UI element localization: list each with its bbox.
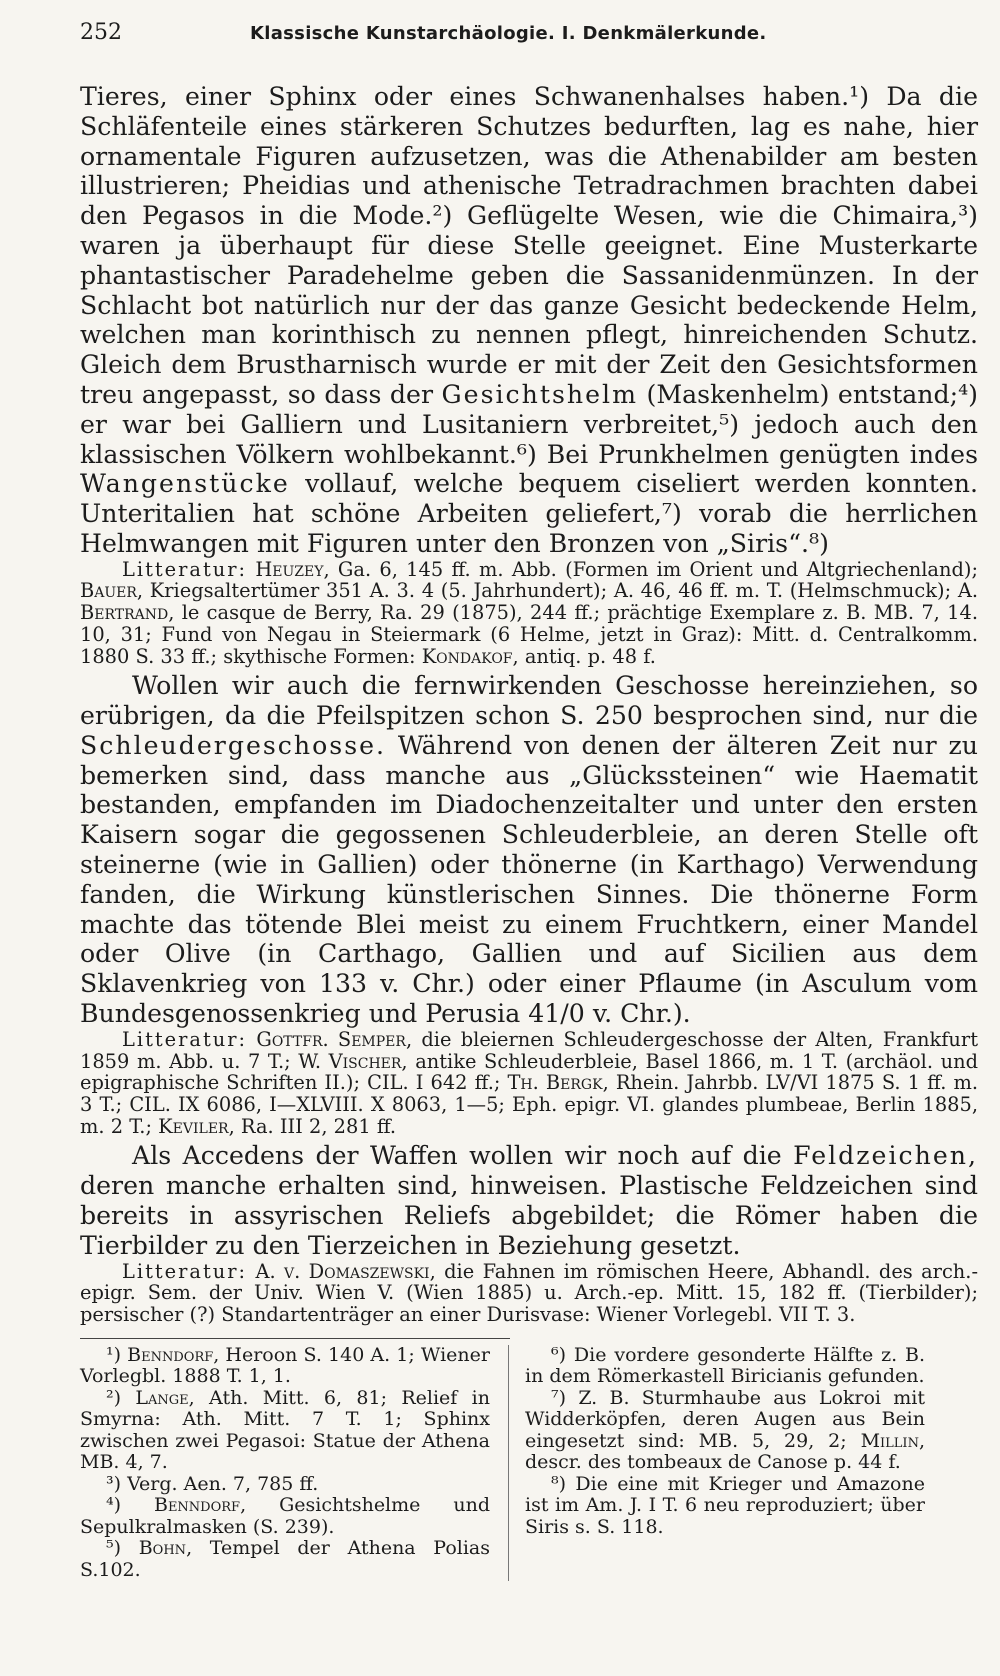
page-number: 252 bbox=[80, 20, 122, 45]
literature-sling-bullets: Litteratur: Gottfr. Semper, die bleiernen Schleudergeschosse der Alten, Frankfurt 1859 m. Abb. u. 7 T.; W. Vischer, antike Schleuderbleie, Basel 1866, m. 1 T. (archäol. und epigraphische Schriften II.); CIL. I 642 ff.; Th. Bergk, Rhein. Jahrbb. LV/VI 1875 S. 1 ff. m. 3 T.; CIL. IX 6086, I—XLVIII. X 8063, 1—5; Eph. epigr. VI. glandes plumbeae, Berlin 1885, m. 2 T.; Keviler, Ra. III 2, 281 ff. bbox=[80, 1027, 979, 1138]
paragraph-helmets: Tieres, einer Sphinx oder eines Schwanenhalses haben.¹) Da die Schläfenteile eines stärkeren Schutzes bedurften, lag es nahe, hier ornamentale Figuren aufzusetzen, was die Athenabilder am besten illustrieren; Pheidias und athenische Tetradrachmen brachten dabei den Pegasos in die Mode.²) Geflügelte Wesen, wie die Chimaira,³) waren ja überhaupt für diese Stelle geeignet. Eine Musterkarte phantastischer Paradehelme geben die Sassanidenmünzen. In der Schlacht bot natürlich nur der das ganze Gesicht bedeckende Helm, welchen man korinthisch zu nennen pflegt, hinreichenden Schutz. Gleich dem Brustharnisch wurde er mit der Zeit den Gesichtsformen treu angepasst, so dass der Gesichtshelm (Maskenhelm) entstand;⁴) er war bei Galliern und Lusitaniern verbreitet,⁵) jedoch auch den klassischen Völkern wohlbekannt.⁶) Bei Prunkhelmen genügten indes Wangenstücke vollauf, welche bequem ciseliert werden konnten. Unteritalien hat schöne Arbeiten geliefert,⁷) vorab die herrlichen Helmwangen mit Figuren unter den Bronzen von „Siris“.⁸) bbox=[80, 82, 978, 558]
paragraph-standards: Als Accedens der Waffen wollen wir noch auf die Feldzeichen, deren manche erhalten sind, hinweisen. Plastische Feldzeichen sind bereits in assyrischen Reliefs abgebildet; die Römer haben die Tierbilder zu den Tierzeichen in Beziehung gesetzt. bbox=[80, 1141, 978, 1260]
body-text bbox=[80, 82, 978, 1326]
footnote: ⁸) Die eine mit Krieger und Amazone ist im Am. J. I T. 6 neu reproduziert; über Siris s. S. 118. bbox=[525, 1472, 925, 1538]
literature-standards: Litteratur: A. v. Domaszewski, die Fahnen im römischen Heere, Abhandl. des arch.-epigr. Sem. der Univ. Wien V. (Wien 1885) u. Arch.-ep. Mitt. 15, 182 ff. (Tierbilder); persischer (?) Standartenträger an einer Durisvase: Wiener Vorlegebl. VII T. 3. bbox=[80, 1259, 979, 1326]
footnote: ¹) Benndorf, Heroon S. 140 A. 1; Wiener Vorlegbl. 1888 T. 1, 1. bbox=[80, 1343, 490, 1388]
footnote: ⁶) Die vordere gesonderte Hälfte z. B. in dem Römerkastell Biricianis gefunden. bbox=[525, 1343, 925, 1388]
footnote: ²) Lange, Ath. Mitt. 6, 81; Relief in Smyrna: Ath. Mitt. 7 T. 1; Sphinx zwischen zwei Pegasoi: Statue der Athena MB. 4, 7. bbox=[80, 1386, 490, 1474]
term-gesichtshelm: Gesichtshelm bbox=[441, 379, 638, 409]
footnotes bbox=[80, 1345, 978, 1582]
term-wangenstuecke: Wangenstücke bbox=[80, 469, 290, 499]
footnote: ⁴) Benndorf, Gesichtshelme und Sepulkralmasken (S. 239). bbox=[80, 1494, 490, 1538]
page-header bbox=[80, 20, 978, 68]
paragraph-sling-bullets: Wollen wir auch die fernwirkenden Geschosse hereinziehen, so erübrigen, da die Pfeilspitzen schon S. 250 besprochen sind, nur die Schleudergeschosse. Während von denen der älteren Zeit nur zu bemerken sind, dass manche aus „Glückssteinen“ wie Haematit bestanden, empfanden im Diadochenzeitalter und unter den ersten Kaisern sogar die gegossenen Schleuderbleie, an deren Stelle oft steinerne (wie in Gallien) oder thönerne (in Karthago) Verwendung fanden, die Wirkung künstlerischen Sinnes. Die thönerne Form machte das tötende Blei meist zu einem Fruchtkern, einer Mandel oder Olive (in Carthago, Gallien und auf Sicilien aus dem Sklavenkrieg von 133 v. Chr.) oder einer Pflaume (in Asculum vom Bundesgenossenkrieg und Perusia 41/0 v. Chr.). bbox=[80, 671, 978, 1029]
term-feldzeichen: Feldzeichen, bbox=[793, 1141, 978, 1171]
running-title: Klassische Kunstarchäologie. I. Denkmälerkunde. bbox=[250, 23, 767, 44]
footnotes-left-column bbox=[80, 1345, 490, 1582]
literature-helmets: Litteratur: Heuzey, Ga. 6, 145 ff. m. Abb. (Formen im Orient und Altgriechenland); Bauer, Kriegsaltertümer 351 A. 3. 4 (5. Jahrhundert); A. 46, 46 ff. m. T. (Helmschmuck); A. Bertrand, le casque de Berry, Ra. 29 (1875), 244 ff.; prächtige Exemplare z. B. MB. 7, 14. 10, 31; Fund von Negau in Steiermark (6 Helme, jetzt in Graz): Mitt. d. Centralkomm. 1880 S. 33 ff.; skythische Formen: Kondakof, antiq. p. 48 f. bbox=[80, 557, 978, 668]
footnote: ³) Verg. Aen. 7, 785 ff. bbox=[106, 1472, 319, 1495]
footnotes-right-column bbox=[508, 1345, 925, 1582]
term-schleudergeschosse: Schleudergeschosse. bbox=[80, 730, 387, 760]
footnote: ⁵) Bohn, Tempel der Athena Polias S.102. bbox=[80, 1537, 490, 1581]
footnote-rule bbox=[80, 1338, 510, 1339]
footnote: ⁷) Z. B. Sturmhaube aus Lokroi mit Widderköpfen, deren Augen aus Bein eingesetzt sind: MB. 5, 29, 2; Millin, descr. des tombeaux de Canose p. 44 f. bbox=[525, 1386, 925, 1474]
